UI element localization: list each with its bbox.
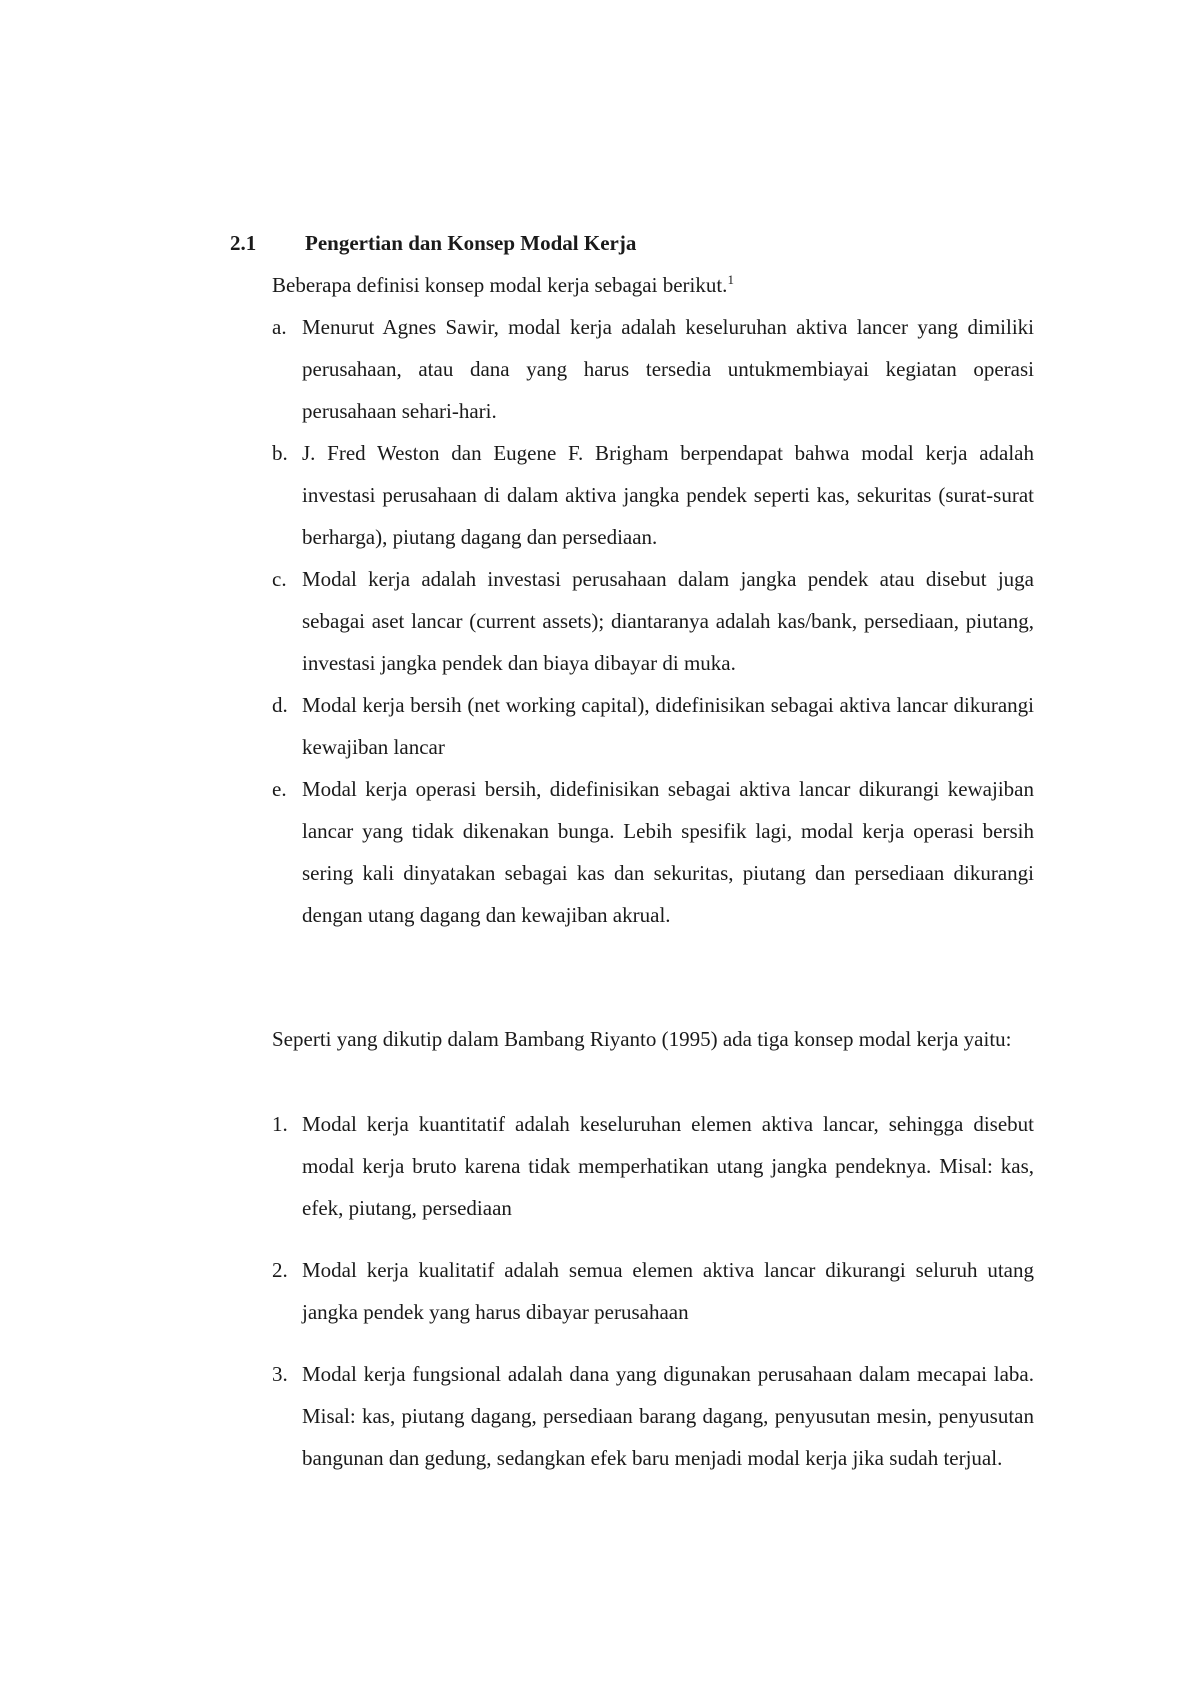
list-item-text: Modal kerja kualitatif adalah semua elemen aktiva lancar dikurangi seluruh utang jangka pendek yang harus dibayar perusahaan bbox=[302, 1258, 1034, 1324]
section-number: 2.1 bbox=[230, 231, 257, 255]
list-marker: d. bbox=[272, 693, 288, 717]
list-item bbox=[272, 1249, 1034, 1333]
list-item bbox=[272, 1353, 1034, 1479]
list-item bbox=[272, 558, 1034, 684]
list-item-text: Modal kerja bersih (net working capital), didefinisikan sebagai aktiva lancar dikurangi kewajiban lancar bbox=[302, 693, 1034, 759]
section-title: Pengertian dan Konsep Modal Kerja bbox=[305, 231, 637, 255]
list-item bbox=[272, 306, 1034, 432]
list-marker: c. bbox=[272, 567, 287, 591]
concepts-intro-paragraph: Seperti yang dikutip dalam Bambang Riyanto (1995) ada tiga konsep modal kerja yaitu: bbox=[272, 1027, 1012, 1051]
list-item-text: J. Fred Weston dan Eugene F. Brigham berpendapat bahwa modal kerja adalah investasi perusahaan di dalam aktiva jangka pendek seperti kas, sekuritas (surat-surat berharga), piutang dagang dan persediaan. bbox=[302, 441, 1034, 549]
list-item bbox=[272, 768, 1034, 936]
definition-list bbox=[272, 306, 1034, 936]
list-item-text: Modal kerja operasi bersih, didefinisikan sebagai aktiva lancar dikurangi kewajiban lancar yang tidak dikenakan bunga. Lebih spesifik lagi, modal kerja operasi bersih sering kali dinyatakan sebagai kas dan sekuritas, piutang dan persediaan dikurangi dengan utang dagang dan kewajiban akrual. bbox=[302, 777, 1034, 927]
list-item-text: Modal kerja adalah investasi perusahaan dalam jangka pendek atau disebut juga sebagai aset lancar (current assets); diantaranya adalah kas/bank, persediaan, piutang, investasi jangka pendek dan biaya dibayar di muka. bbox=[302, 567, 1034, 675]
list-item-text: Menurut Agnes Sawir, modal kerja adalah keseluruhan aktiva lancer yang dimiliki perusahaan, atau dana yang harus tersedia untukmembiayai kegiatan operasi perusahaan sehari-hari. bbox=[302, 315, 1034, 423]
list-item bbox=[272, 432, 1034, 558]
list-marker: 1. bbox=[272, 1112, 288, 1136]
list-marker: e. bbox=[272, 777, 287, 801]
section-heading bbox=[230, 228, 636, 258]
intro-paragraph bbox=[272, 264, 1034, 306]
list-item-text: Modal kerja fungsional adalah dana yang digunakan perusahaan dalam mecapai laba. Misal: kas, piutang dagang, persediaan barang dagang, penyusutan mesin, penyusutan bangunan dan gedung, sedangkan efek baru menjadi modal kerja jika sudah terjual. bbox=[302, 1362, 1034, 1470]
footnote-reference: 1 bbox=[727, 272, 734, 287]
list-marker: b. bbox=[272, 441, 288, 465]
list-marker: 2. bbox=[272, 1258, 288, 1282]
list-item-text: Modal kerja kuantitatif adalah keseluruhan elemen aktiva lancar, sehingga disebut modal kerja bruto karena tidak memperhatikan utang jangka pendeknya. Misal: kas, efek, piutang, persediaan bbox=[302, 1112, 1034, 1220]
concept-list bbox=[272, 1103, 1034, 1479]
intro-text: Beberapa definisi konsep modal kerja sebagai berikut. bbox=[272, 273, 728, 297]
list-marker: a. bbox=[272, 315, 287, 339]
list-item bbox=[272, 1103, 1034, 1229]
list-marker: 3. bbox=[272, 1362, 288, 1386]
list-item bbox=[272, 684, 1034, 768]
